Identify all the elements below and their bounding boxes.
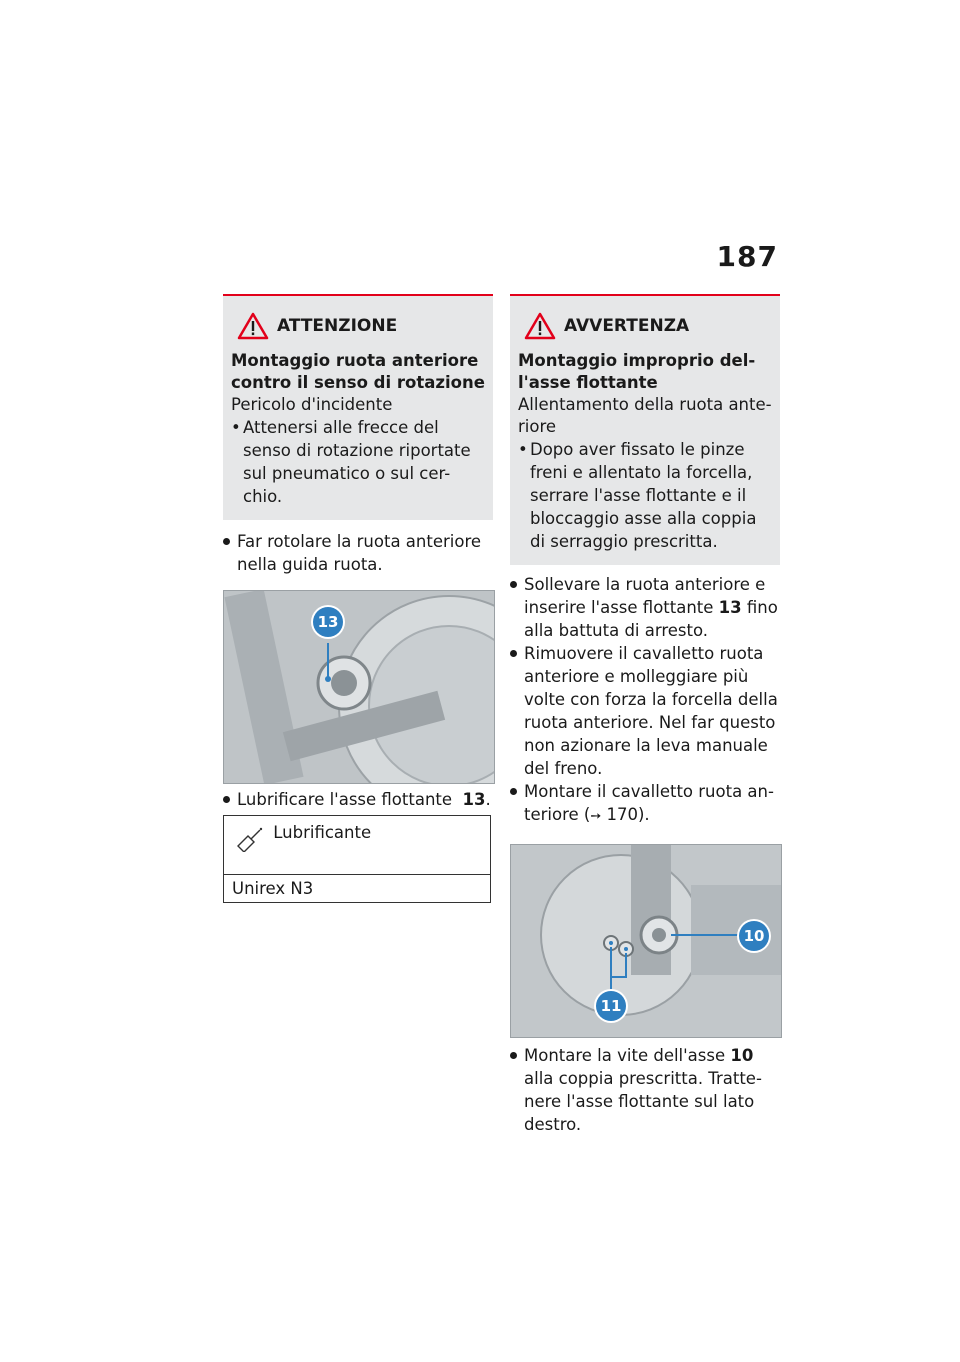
warning-label: ATTENZIONE (277, 316, 398, 336)
callout-10: 10 (739, 921, 769, 951)
callout-11: 11 (596, 991, 626, 1021)
page-ref-link[interactable]: 170). (606, 805, 650, 824)
photo-axle-screws (510, 844, 782, 1038)
left-column (223, 294, 493, 903)
warning-label: AVVERTENZA (564, 316, 690, 336)
lubricant-header (224, 816, 491, 875)
step-list-2 (223, 788, 493, 811)
warning-title: Montaggio improprio del-l'asse flottante (518, 351, 756, 392)
warning-list (518, 438, 772, 553)
lubricant-label: Lubrificante (273, 823, 372, 842)
lubricant-table (223, 815, 491, 903)
step-list (223, 530, 493, 576)
warning-list (231, 416, 485, 508)
warning-text: Allentamento della ruota ante-riore (518, 395, 772, 436)
step-list-2 (510, 1044, 780, 1136)
warning-list-item: • Attenersi alle frecce del senso di rotazione riportate sul pneumatico o sul cer-chio. (231, 416, 485, 508)
step-item: Far rotolare la ruota anteriore nella guida ruota. (223, 530, 493, 576)
warning-triangle-icon (524, 312, 556, 340)
warning-box-attenzione (223, 294, 493, 520)
warning-list-item: • Dopo aver fissato le pinze freni e allentato la forcella, serrare l'asse flottante e il bloccaggio asse alla coppia di serraggio prescritta. (518, 438, 772, 553)
step-text: Montare il cavalletto ruota an-teriore ( (524, 782, 774, 824)
warning-header (518, 312, 772, 340)
step-text: fino alla battuta di arresto. (524, 598, 778, 640)
oil-can-icon (234, 826, 264, 852)
step-item (510, 1044, 780, 1136)
step-item: Rimuovere il cavalletto ruota anteriore e molleggiare più volte con forza la forcella della ruota anteriore. Nel far questo non azionare la leva manuale del freno. (510, 642, 780, 780)
warning-text: Pericolo d'incidente (231, 395, 393, 414)
step-text: Lubrificare l'asse flottante (237, 790, 453, 809)
lubricant-value: Unirex N3 (232, 879, 314, 898)
step-text: Montare la vite dell'asse (524, 1046, 726, 1065)
warning-box-avvertenza (510, 294, 780, 565)
step-text: alla coppia prescritta. Tratte-nere l'asse flottante sul lato destro. (524, 1069, 762, 1134)
part-ref: 13 (718, 598, 742, 617)
part-ref: 13 (462, 790, 486, 809)
warning-triangle-icon (237, 312, 269, 340)
axle-illustration (224, 591, 494, 783)
photo-front-axle (223, 590, 495, 784)
page-ref-arrow-icon: ➙ (590, 809, 602, 824)
right-column (510, 294, 780, 1136)
step-item (510, 573, 780, 642)
step-item (223, 788, 493, 811)
step-punct: . (485, 790, 491, 809)
page-number: 187 (716, 240, 778, 273)
step-list (510, 573, 780, 828)
callout-13: 13 (313, 607, 343, 637)
part-ref: 10 (730, 1046, 754, 1065)
warning-header (231, 312, 485, 340)
step-item (510, 780, 780, 828)
step-text: Sollevare la ruota anteriore e inserire l'asse flottante (524, 575, 766, 617)
warning-title: Montaggio ruota anteriore contro il senso di rotazione (231, 351, 485, 392)
